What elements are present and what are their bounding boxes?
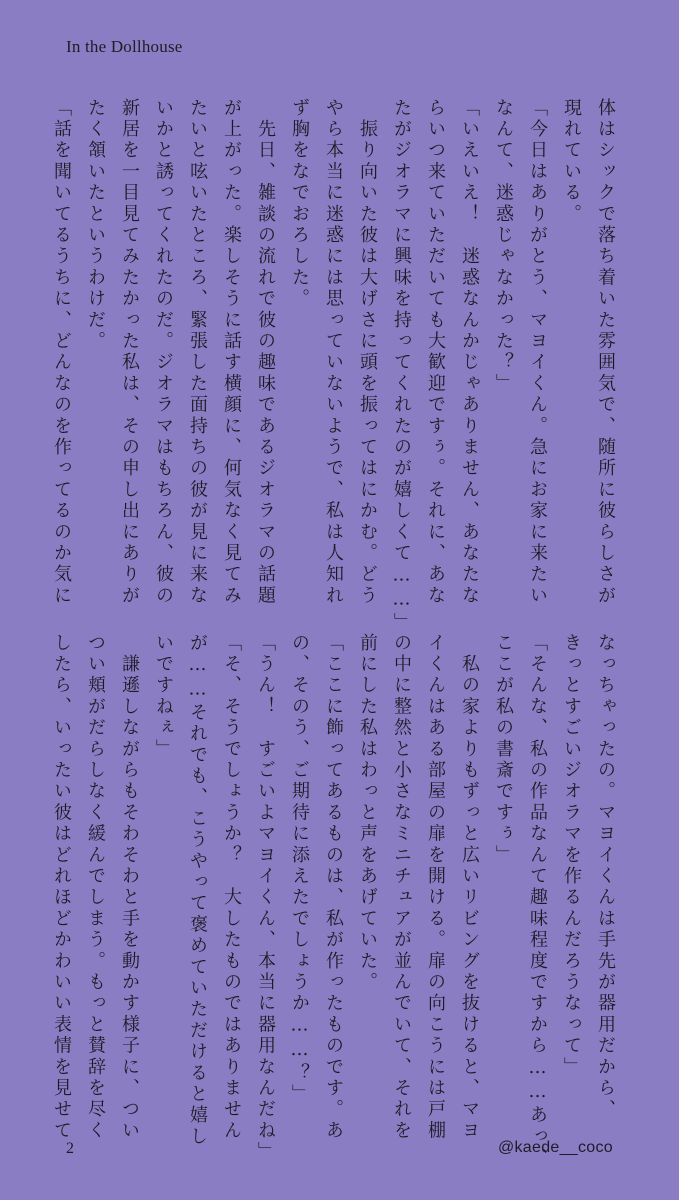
- text-line: 「ここに飾ってあるものは、私が作ったものです。あ: [323, 633, 344, 1142]
- text-line: イくんはある部屋の扉を開ける。扉の向こうには戸棚: [425, 633, 446, 1142]
- author-handle: @kaede__coco: [497, 1139, 613, 1156]
- text-line: たいと呟いたところ、緊張した面持ちの彼が見に来な: [187, 98, 208, 607]
- text-line: きっとすごいジオラマを作るんだろうなって」: [561, 633, 582, 1079]
- text-line: 体はシックで落ち着いた雰囲気で、随所に彼らしさが: [595, 98, 616, 607]
- text-line: 「うん！ すごいよマヨイくん、本当に器用なんだね」: [255, 633, 276, 1163]
- text-line: つい頬がだらしなく緩んでしまう。もっと賛辞を尽く: [85, 633, 106, 1142]
- text-line: 現れている。: [561, 98, 582, 226]
- text-line: 謙遜しながらもそわそわと手を動かす様子に、つい: [119, 633, 140, 1142]
- upper-text-block: [51, 98, 622, 634]
- text-line: いですねぇ」: [153, 633, 174, 761]
- text-line: したら、いったい彼はどれほどかわいい表情を見せて: [51, 633, 72, 1142]
- text-line: たがジオラマに興味を持ってくれたのが嬉しくて……」: [391, 98, 412, 634]
- text-line: 新居を一目見てみたかった私は、その申し出にありが: [119, 98, 140, 607]
- text-line: の中に整然と小さなミニチュアが並んでいて、それを: [391, 633, 412, 1142]
- text-line: 「そんな、私の作品なんて趣味程度ですから……あっ、: [527, 633, 548, 1169]
- text-line: たく頷いたというわけだ。: [85, 98, 106, 353]
- text-line: やら本当に迷惑には思っていないようで、私は人知れ: [323, 98, 344, 607]
- text-line: 「話を聞いてるうちに、どんなのを作ってるのか気に: [51, 98, 72, 607]
- text-line: ここが私の書斎ですぅ」: [493, 633, 514, 867]
- page-number: 2: [66, 1140, 74, 1157]
- text-line: なんて、迷惑じゃなかった？」: [493, 98, 514, 395]
- text-line: ず胸をなでおろした。: [289, 98, 310, 310]
- text-line: 「そ、そうでしょうか？ 大したものではありません: [221, 633, 242, 1142]
- text-line: 前にした私はわっと声をあげていた。: [357, 633, 378, 994]
- text-line: 私の家よりもずっと広いリビングを抜けると、マヨ: [459, 633, 480, 1142]
- text-line: 振り向いた彼は大げさに頭を振ってはにかむ。どう: [357, 98, 378, 607]
- text-line: なっちゃったの。マヨイくんは手先が器用だから、: [595, 633, 616, 1121]
- text-line: が……それでも、こうやって褒めていただけると嬉し: [187, 633, 208, 1148]
- text-line: の、そのう、ご期待に添えたでしょうか……？」: [289, 633, 310, 1106]
- text-line: 「いえいえ！ 迷惑なんかじゃありません、あなたな: [459, 98, 480, 607]
- page-header-title: In the Dollhouse: [66, 37, 183, 56]
- text-line: いかと誘ってくれたのだ。ジオラマはもちろん、彼の: [153, 98, 174, 607]
- text-line: が上がった。楽しそうに話す横顔に、何気なく見てみ: [221, 98, 242, 607]
- text-line: らいつ来ていただいても大歓迎ですぅ。それに、あな: [425, 98, 446, 607]
- text-line: 「今日はありがとう、マヨイくん。急にお家に来たい: [527, 98, 548, 607]
- text-line: 先日、雑談の流れで彼の趣味であるジオラマの話題: [255, 98, 276, 607]
